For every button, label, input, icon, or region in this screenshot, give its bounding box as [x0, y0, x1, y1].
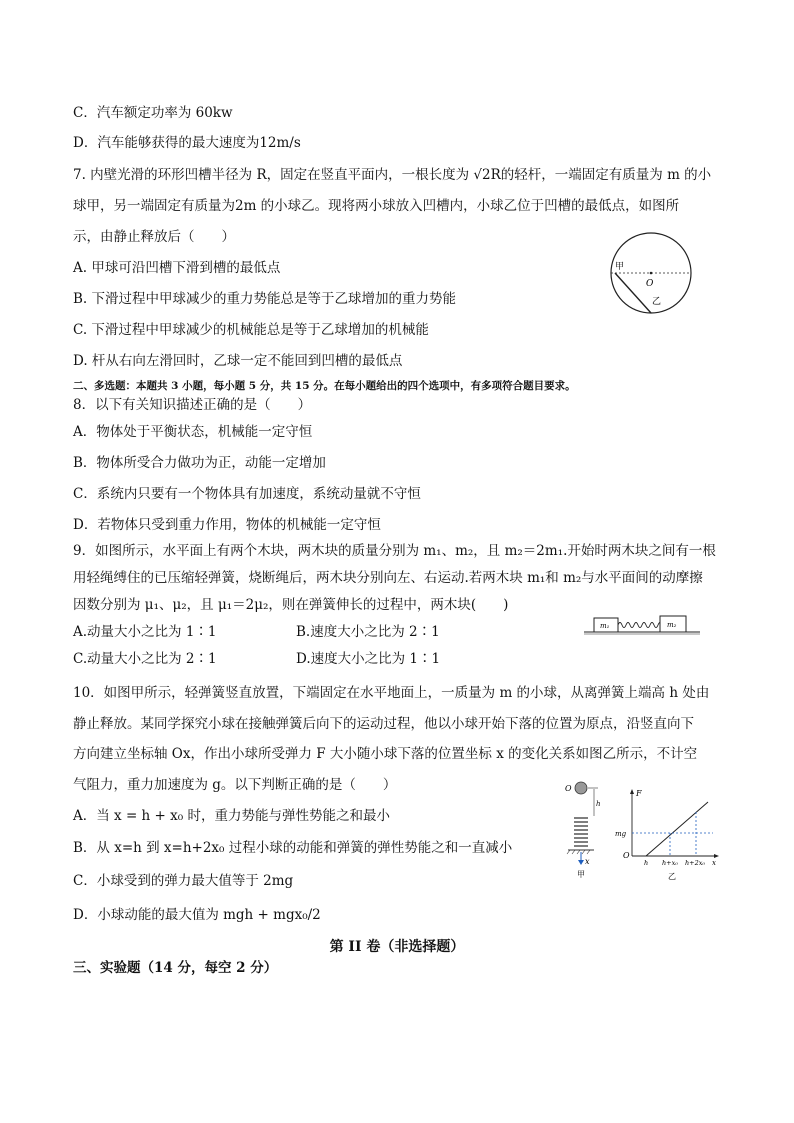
label-jia: 甲 — [615, 262, 625, 272]
question-7-text-1: 7. 内壁光滑的环形凹槽半径为 R，固定在竖直平面内，一根长度为 √2R的轻杆，一端固定有质量为 m 的小 — [73, 167, 712, 183]
label-m1: m₁ — [600, 622, 610, 630]
question-9-text-1: 9．如图所示，水平面上有两个木块，两木块的质量分别为 m₁、m₂，且 m₂＝2m₁.开始时两木块之间有一根 — [73, 543, 716, 559]
question-10-option-a: A．当 x = h + x₀ 时，重力势能与弹性势能之和最小 — [73, 808, 390, 824]
label-O-graph: O — [623, 851, 630, 860]
question-9-text-2: 用轻绳缚住的已压缩轻弹簧，烧断绳后，两木块分别向左、右运动.若两木块 m₁和 m₂与水平面间的动摩擦 — [73, 570, 703, 586]
label-mg: mg — [615, 830, 627, 838]
caption-jia: 甲 — [577, 870, 585, 879]
y-arrowhead — [630, 789, 634, 794]
question-8-text: 8．以下有关知识描述正确的是（ ） — [73, 397, 312, 413]
question-8-option-b: B．物体所受合力做功为正，动能一定增加 — [73, 455, 326, 471]
label-F: F — [636, 789, 642, 798]
question-10-option-c: C．小球受到的弹力最大值等于 2mg — [73, 873, 294, 889]
option-d-q6: D．汽车能够获得的最大速度为12m/s — [73, 135, 301, 151]
question-10-option-b: B．从 x=h 到 x=h+2x₀ 过程小球的动能和弹簧的弹性势能之和一直减小 — [73, 840, 513, 856]
center-dot — [650, 272, 653, 275]
x-arrowhead-graph — [714, 854, 719, 858]
question-7-text-2: 球甲，另一端固定有质量为2m 的小球乙。现将两小球放入凹槽内，小球乙位于凹槽的最低点，如图所 — [73, 198, 680, 214]
section-2-heading: 二、多选题：本题共 3 小题，每小题 5 分，共 15 分。在每小题给出的四个选项中，有多项符合题目要求。 — [73, 380, 576, 392]
ball — [575, 782, 587, 794]
question-7-text-3: 示，由静止释放后（ ） — [73, 229, 235, 245]
label-x-spring: x — [585, 857, 590, 866]
force-graph — [612, 786, 728, 882]
question-7-option-c: C. 下滑过程中甲球减少的机械能总是等于乙球增加的机械能 — [73, 322, 429, 338]
question-8-option-c: C．系统内只要有一个物体具有加速度，系统动量就不守恒 — [73, 486, 421, 502]
ground-hatch — [567, 850, 590, 854]
caption-yi: 乙 — [668, 872, 676, 881]
question-7-option-d: D. 杆从右向左滑回时，乙球一定不能回到凹槽的最低点 — [73, 353, 403, 369]
label-m2: m₂ — [667, 621, 677, 629]
x-arrowhead — [578, 860, 584, 865]
label-h-x0: h+x₀ — [662, 859, 678, 867]
question-7-option-b: B. 下滑过程中甲球减少的重力势能总是等于乙球增加的重力势能 — [73, 291, 457, 307]
force-line — [646, 802, 708, 856]
spring-figure — [562, 778, 612, 880]
label-o-spring: O — [565, 784, 572, 793]
part-2-title: 第 II 卷（非选择题） — [329, 939, 465, 955]
question-8-option-d: D．若物体只受到重力作用，物体的机械能一定守恒 — [73, 517, 381, 533]
label-yi: 乙 — [652, 297, 662, 307]
question-10-text-4: 气阻力，重力加速度为 g。以下判断正确的是（ ） — [73, 777, 397, 793]
question-9-option-b: B.速度大小之比为 2∶1 — [296, 624, 440, 640]
question-10-text-3: 方向建立坐标轴 Ox，作出小球所受弹力 F 大小随小球下落的位置坐标 x 的变化关系如图乙所示，不计空 — [73, 746, 698, 762]
blocks-figure — [580, 610, 704, 638]
question-10-option-d: D．小球动能的最大值为 mgh + mgx₀/2 — [73, 907, 321, 923]
question-9-option-a: A.动量大小之比为 1∶1 — [73, 624, 217, 640]
question-8-option-a: A．物体处于平衡状态，机械能一定守恒 — [73, 424, 313, 440]
spring-coils — [574, 818, 588, 846]
question-9-text-3: 因数分别为 μ₁、μ₂，且 μ₁＝2μ₂，则在弹簧伸长的过程中，两木块( ) — [73, 597, 509, 613]
question-9-option-d: D.速度大小之比为 1∶1 — [296, 651, 441, 667]
question-7-option-a: A. 甲球可沿凹槽下滑到槽的最低点 — [73, 260, 281, 276]
label-h-graph: h — [644, 859, 649, 867]
option-c-q6: C．汽车额定功率为 60kw — [73, 105, 233, 121]
label-o: O — [646, 279, 654, 289]
label-h-spring: h — [596, 800, 601, 808]
label-x-graph: x — [712, 859, 716, 867]
question-10-text-1: 10．如图甲所示，轻弹簧竖直放置，下端固定在水平地面上，一质量为 m 的小球，从离弹簧上端高 h 处由 — [73, 685, 710, 701]
label-h-2x0: h+2x₀ — [685, 859, 706, 867]
question-9-option-c: C.动量大小之比为 2∶1 — [73, 651, 217, 667]
ring-figure — [606, 228, 696, 318]
question-10-text-2: 静止释放。某同学探究小球在接触弹簧后向下的运动过程，他以小球开始下落的位置为原点，沿竖直向下 — [73, 716, 694, 732]
section-3-heading: 三、实验题（14 分，每空 2 分） — [73, 960, 278, 976]
